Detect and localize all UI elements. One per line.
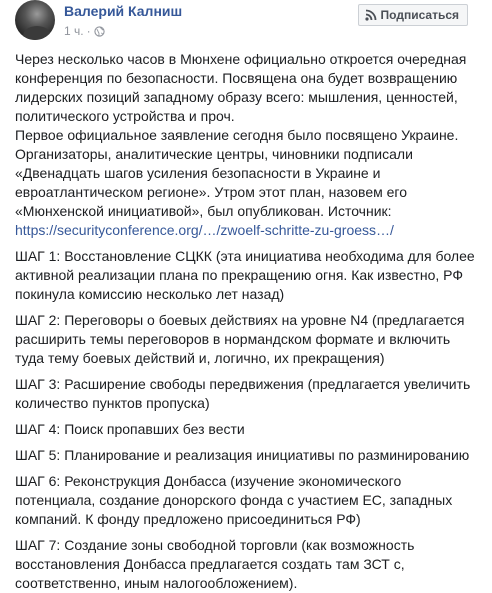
rss-icon	[365, 9, 377, 21]
follow-button[interactable]	[358, 4, 468, 26]
globe-icon[interactable]	[94, 26, 105, 37]
post-header	[12, 0, 480, 50]
meta-separator: ·	[86, 24, 91, 38]
step-7: ШАГ 7: Создание зоны свободной торговли (как возможность восстановления Донбасса предлагается создать там ЗСТ с, соответственно, иным налогообложением).	[15, 537, 415, 591]
step-4: ШАГ 4: Поиск пропавших без вести	[15, 421, 245, 437]
step-3: ШАГ 3: Расширение свободы передвижения (предлагается увеличить количество пунктов пропуска)	[15, 376, 471, 411]
intro-paragraph-2-text: Первое официальное заявление сегодня было посвящено Украине. Организаторы, аналитические центры, чиновники подписали «Двенадцать шагов усиления безопасности в Украине и евроатлантическом регионе». Утром этот план, назовем его «Мюнхенской инициативой», был опубликован. Источник:	[15, 127, 459, 219]
intro-paragraph-2	[15, 126, 480, 240]
intro-paragraph-1: Через несколько часов в Мюнхене официально откроется очередная конференция по безопасности. Посвящена она будет возвращению лидерских позиций западному образу всего: мышления, ценностей, политического устройства и проч.	[15, 51, 467, 124]
post-time[interactable]: 1 ч.	[64, 24, 84, 38]
author-name[interactable]: Валерий Калниш	[64, 3, 183, 19]
step-2: ШАГ 2: Переговоры о боевых действиях на уровне N4 (предлагается расширить темы переговоров в нормандском формате и включить туда тему боевых действий и, логично, их прекращения)	[15, 312, 465, 366]
post-body	[12, 50, 480, 593]
author-avatar[interactable]	[15, 0, 55, 40]
post-meta	[64, 24, 105, 38]
step-6: ШАГ 6: Реконструкция Донбасса (изучение экономического потенциала, создание донорского фонда с участием ЕС, западных компаний. К фонду предложено присоединиться РФ)	[15, 473, 453, 527]
source-link[interactable]: https://securityconference.org/…/zwoelf-schritte-zu-groess…/	[15, 222, 394, 238]
follow-label: Подписаться	[380, 8, 459, 22]
step-1: ШАГ 1: Восстановление СЦКК (эта инициатива необходима для более активной реализации плана по прекращению огня. Как известно, РФ покинула комиссию несколько лет назад)	[15, 248, 475, 302]
step-5: ШАГ 5: Планирование и реализация инициативы по разминированию	[15, 447, 470, 463]
post-intro	[15, 50, 480, 240]
